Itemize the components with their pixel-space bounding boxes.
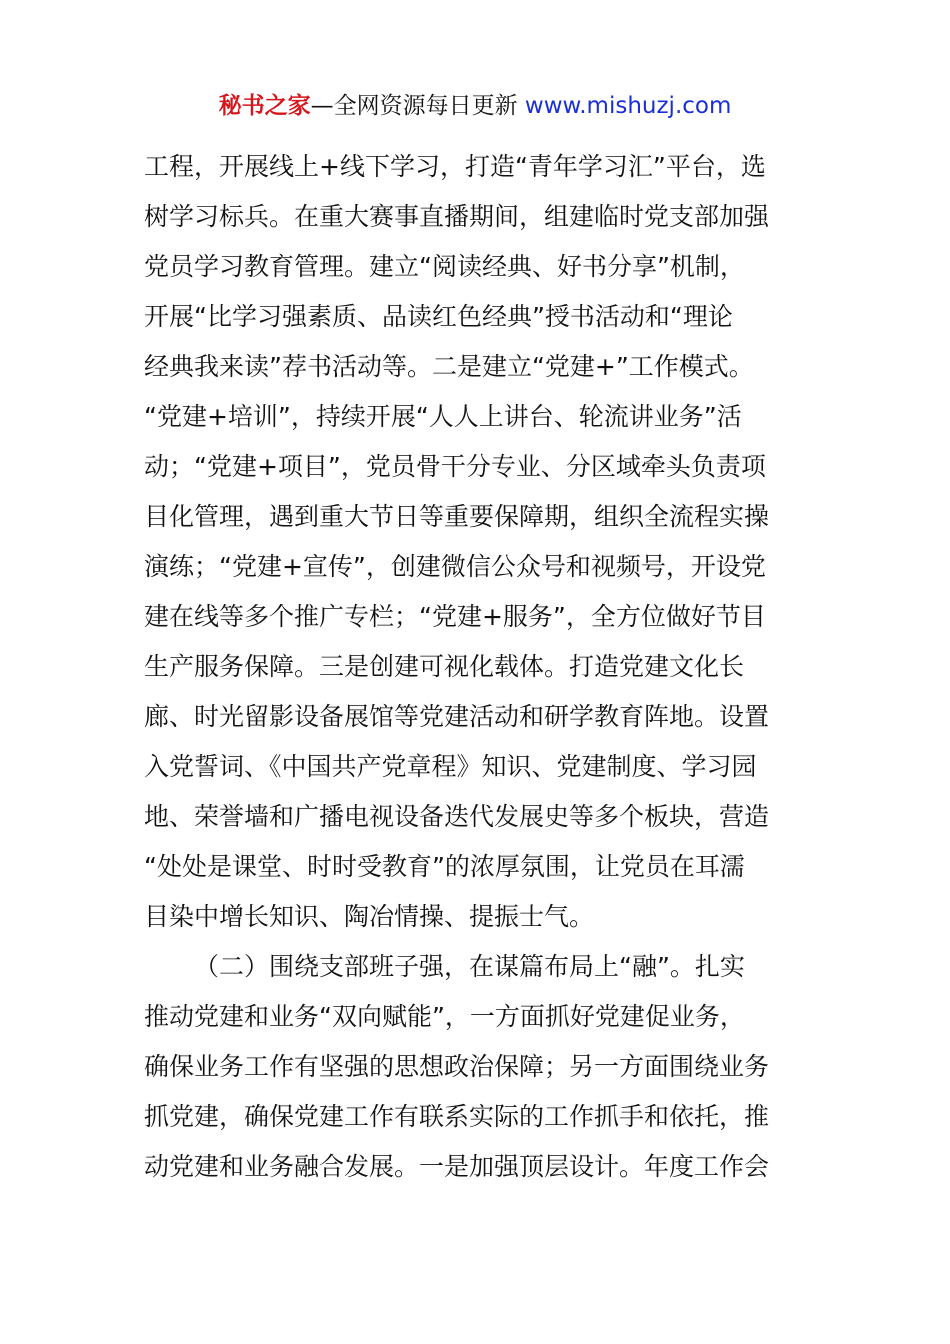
text-line: 推动党建和业务“双向赋能”，一方面抓好党建促业务， — [144, 1002, 745, 1031]
document-body — [144, 142, 814, 1192]
text-line: 演练；“党建+宣传”，创建微信公众号和视频号，开设党 — [144, 552, 766, 581]
text-line: “处处是课堂、时时受教育”的浓厚氛围，让党员在耳濡 — [144, 852, 745, 881]
brand-name: 秘书之家 — [218, 93, 311, 119]
text-line: “党建+培训”，持续开展“人人上讲台、轮流讲业务”活 — [144, 402, 742, 431]
text-line: 廊、时光留影设备展馆等党建活动和研学教育阵地。设置 — [144, 702, 770, 731]
text-line: 生产服务保障。三是创建可视化载体。打造党建文化长 — [144, 652, 745, 681]
text-line: 党员学习教育管理。建立“阅读经典、好书分享”机制， — [144, 252, 745, 281]
text-line: 入党誓词、《中国共产党章程》知识、党建制度、学习园 — [144, 752, 757, 781]
text-line: 目化管理，遇到重大节日等重要保障期，组织全流程实操 — [144, 502, 770, 531]
text-line: 开展“比学习强素质、品读红色经典”授书活动和“理论 — [144, 302, 733, 331]
text-line: 确保业务工作有坚强的思想政治保障；另一方面围绕业务 — [144, 1052, 770, 1081]
text-line: 抓党建，确保党建工作有联系实际的工作抓手和依托，推 — [144, 1102, 770, 1131]
header-tagline: —全网资源每日更新 — [310, 93, 518, 119]
site-url-link[interactable]: www.mishuzj.com — [524, 93, 732, 119]
section-heading-line: （二）围绕支部班子强，在谋篇布局上“融”。扎实 — [194, 952, 745, 981]
text-line: 动党建和业务融合发展。一是加强顶层设计。年度工作会 — [144, 1152, 770, 1181]
text-line: 目染中增长知识、陶冶情操、提振士气。 — [144, 902, 595, 931]
text-line: 地、荣誉墙和广播电视设备迭代发展史等多个板块，营造 — [144, 802, 770, 831]
text-line: 工程，开展线上+线下学习，打造“青年学习汇”平台，选 — [144, 152, 766, 181]
text-line: 经典我来读”荐书活动等。二是建立“党建+”工作模式。 — [144, 352, 754, 381]
page-header — [0, 86, 950, 126]
text-line: 树学习标兵。在重大赛事直播期间，组建临时党支部加强 — [144, 202, 770, 231]
text-line: 动；“党建+项目”，党员骨干分专业、分区域牵头负责项 — [144, 452, 766, 481]
text-line: 建在线等多个推广专栏；“党建+服务”，全方位做好节目 — [144, 602, 766, 631]
